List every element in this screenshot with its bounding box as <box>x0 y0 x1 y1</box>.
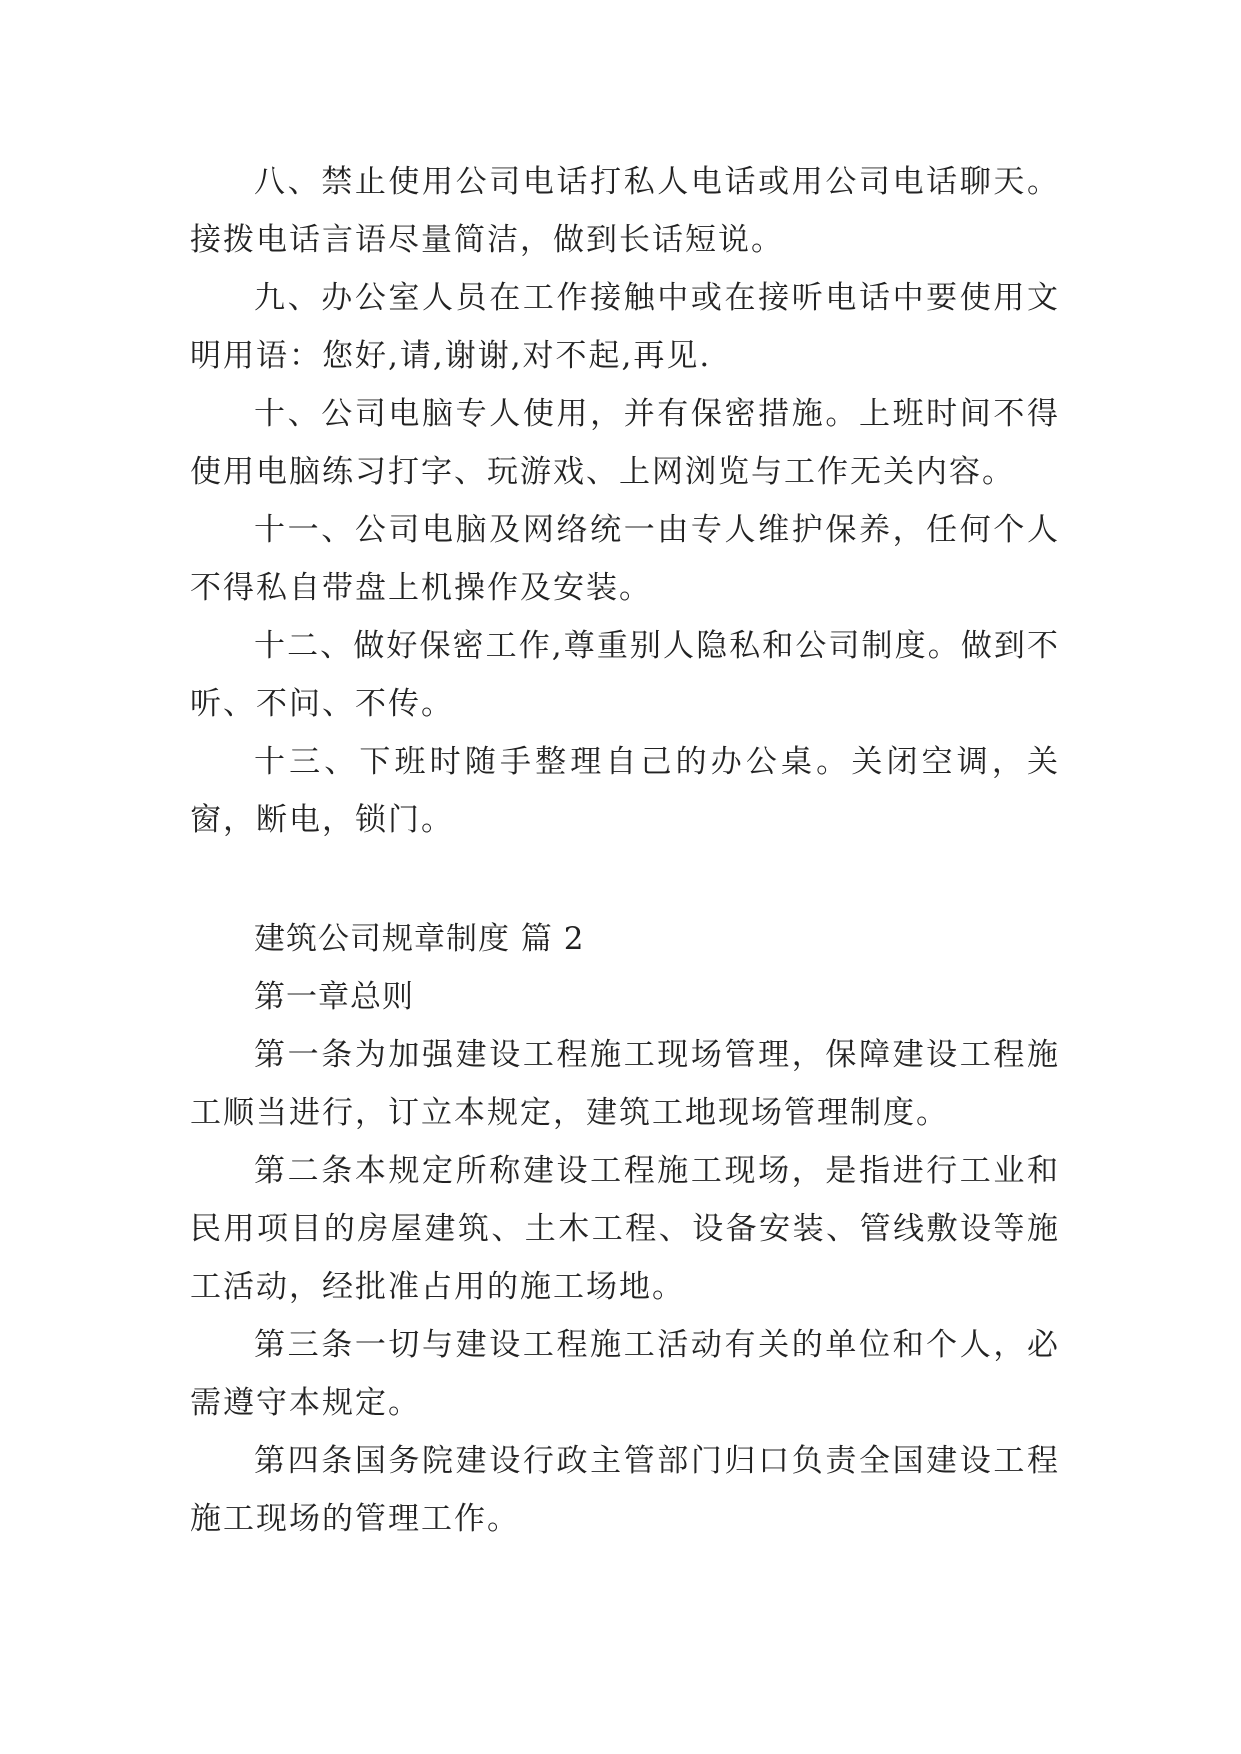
rule-paragraph-12: 十二、做好保密工作,尊重别人隐私和公司制度。做到不听、不问、不传。 <box>190 628 1060 722</box>
rule-paragraph-13: 十三、下班时随手整理自己的办公桌。关闭空调，关窗，断电，锁门。 <box>190 744 1060 838</box>
article-paragraph-3: 第三条一切与建设工程施工活动有关的单位和个人，必需遵守本规定。 <box>190 1327 1060 1421</box>
article-paragraph-4: 第四条国务院建设行政主管部门归口负责全国建设工程施工现场的管理工作。 <box>190 1443 1060 1537</box>
article-paragraph-1: 第一条为加强建设工程施工现场管理，保障建设工程施工顺当进行，订立本规定，建筑工地现场管理制度。 <box>190 1037 1060 1131</box>
section-title: 建筑公司规章制度 篇 2 <box>254 921 585 957</box>
rule-paragraph-10: 十、公司电脑专人使用，并有保密措施。上班时间不得使用电脑练习打字、玩游戏、上网浏览与工作无关内容。 <box>190 396 1060 490</box>
rule-paragraph-11: 十一、公司电脑及网络统一由专人维护保养，任何个人不得私自带盘上机操作及安装。 <box>190 512 1060 606</box>
site-management-section <box>190 910 1060 1548</box>
article-paragraph-2: 第二条本规定所称建设工程施工现场，是指进行工业和民用项目的房屋建筑、土木工程、设备安装、管线敷设等施工活动，经批准占用的施工场地。 <box>190 1153 1060 1305</box>
rules-list-section <box>190 153 1060 849</box>
chapter-heading: 第一章总则 <box>254 979 414 1015</box>
rule-paragraph-8: 八、禁止使用公司电话打私人电话或用公司电话聊天。接拨电话言语尽量简洁，做到长话短说。 <box>190 164 1060 258</box>
rule-paragraph-9: 九、办公室人员在工作接触中或在接听电话中要使用文明用语：您好,请,谢谢,对不起,再见. <box>190 280 1060 374</box>
